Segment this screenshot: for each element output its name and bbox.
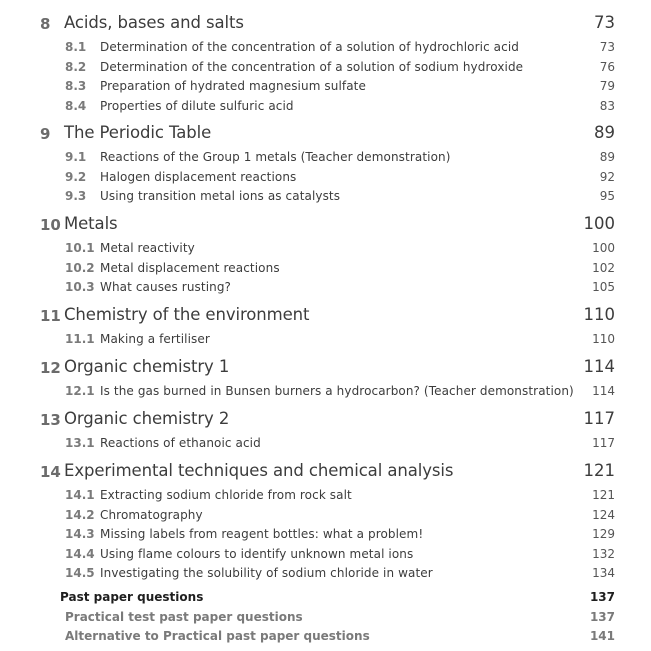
- chapter-number: 11: [40, 307, 61, 325]
- section-page-number: 105: [592, 280, 615, 294]
- chapter-row[interactable]: [0, 123, 651, 147]
- section-title: Extracting sodium chloride from rock salt: [100, 488, 352, 502]
- past-paper-item-title: Alternative to Practical past paper questions: [65, 629, 370, 643]
- section-title: Making a fertiliser: [100, 332, 210, 346]
- chapter-title: Organic chemistry 2: [64, 409, 230, 428]
- section-number: 14.4: [65, 546, 95, 561]
- section-title: What causes rusting?: [100, 280, 232, 294]
- chapter-block: [0, 461, 651, 583]
- past-paper-item-page: 141: [589, 629, 615, 643]
- chapter-block: [0, 409, 651, 453]
- section-page-number: 79: [599, 79, 615, 93]
- section-row[interactable]: [0, 147, 651, 167]
- chapter-row[interactable]: [0, 409, 651, 433]
- section-row[interactable]: [0, 544, 651, 564]
- section-title: Reactions of the Group 1 metals (Teacher demonstration): [100, 150, 451, 164]
- section-title: Preparation of hydrated magnesium sulfate: [100, 79, 366, 93]
- section-row[interactable]: [0, 167, 651, 187]
- section-row[interactable]: [0, 96, 651, 116]
- section-number: 14.3: [65, 527, 95, 541]
- section-page-number: 102: [592, 260, 615, 275]
- section-number: 8.1: [65, 40, 87, 54]
- section-number: 14.5: [65, 566, 95, 580]
- section-number: 9.2: [65, 169, 87, 184]
- section-row[interactable]: [0, 524, 651, 544]
- chapter-number: 9: [40, 125, 51, 143]
- section-number: 10.2: [65, 260, 95, 275]
- chapter-page-number: 110: [583, 305, 615, 324]
- section-number: 8.2: [65, 59, 87, 74]
- chapter-block: [0, 305, 651, 349]
- section-page-number: 124: [592, 507, 615, 522]
- chapter-title: Metals: [64, 214, 118, 233]
- section-row[interactable]: [0, 186, 651, 206]
- chapter-row[interactable]: [0, 214, 651, 238]
- chapter-page-number: 73: [594, 13, 615, 32]
- section-row[interactable]: [0, 37, 651, 57]
- section-number: 9.1: [65, 150, 87, 164]
- section-number: 10.1: [65, 241, 95, 255]
- chapter-page-number: 117: [583, 409, 615, 428]
- section-number: 10.3: [65, 280, 95, 294]
- section-page-number: 92: [599, 169, 615, 184]
- chapter-row[interactable]: [0, 13, 651, 37]
- chapter-number: 10: [40, 216, 61, 234]
- chapter-number: 14: [40, 463, 61, 481]
- section-row[interactable]: [0, 329, 651, 349]
- section-title: Determination of the concentration of a solution of sodium hydroxide: [100, 59, 524, 74]
- section-page-number: 95: [599, 189, 615, 203]
- chapter-number: 13: [40, 411, 61, 429]
- chapter-row[interactable]: [0, 461, 651, 485]
- section-title: Is the gas burned in Bunsen burners a hydrocarbon? (Teacher demonstration): [100, 384, 574, 398]
- past-paper-page: 137: [589, 590, 615, 604]
- section-number: 8.3: [65, 79, 87, 93]
- section-page-number: 100: [592, 241, 615, 255]
- section-page-number: 121: [592, 488, 615, 502]
- section-row[interactable]: [0, 238, 651, 258]
- chapter-title: Experimental techniques and chemical analysis: [64, 461, 454, 480]
- section-page-number: 89: [599, 150, 615, 164]
- past-paper-title: Past paper questions: [60, 590, 204, 604]
- section-title: Metal displacement reactions: [100, 260, 280, 275]
- section-page-number: 134: [592, 566, 615, 580]
- chapter-page-number: 89: [594, 123, 615, 142]
- past-paper-item-page: 137: [589, 609, 615, 624]
- section-title: Determination of the concentration of a solution of hydrochloric acid: [100, 40, 519, 54]
- section-number: 14.1: [65, 488, 95, 502]
- past-paper-heading-row[interactable]: [0, 587, 651, 607]
- chapter-number: 8: [40, 15, 51, 33]
- chapter-title: Organic chemistry 1: [64, 357, 230, 376]
- section-row[interactable]: [0, 433, 651, 453]
- section-row[interactable]: [0, 381, 651, 401]
- section-row[interactable]: [0, 57, 651, 77]
- section-page-number: 76: [599, 59, 615, 74]
- section-page-number: 114: [592, 384, 615, 398]
- chapter-block: [0, 214, 651, 297]
- section-row[interactable]: [0, 505, 651, 525]
- section-page-number: 117: [592, 436, 615, 450]
- section-number: 14.2: [65, 507, 95, 522]
- section-number: 11.1: [65, 332, 95, 346]
- section-row[interactable]: [0, 277, 651, 297]
- section-number: 12.1: [65, 384, 95, 398]
- past-paper-item-row[interactable]: [0, 607, 651, 627]
- chapter-row[interactable]: [0, 305, 651, 329]
- chapter-block: [0, 357, 651, 401]
- section-number: 9.3: [65, 189, 87, 203]
- section-row[interactable]: [0, 485, 651, 505]
- chapter-page-number: 100: [583, 214, 615, 233]
- past-paper-questions-block: [0, 587, 651, 646]
- section-title: Properties of dilute sulfuric acid: [100, 98, 294, 113]
- section-title: Metal reactivity: [100, 241, 195, 255]
- section-number: 8.4: [65, 98, 87, 113]
- past-paper-item-title: Practical test past paper questions: [65, 609, 303, 624]
- chapter-page-number: 114: [583, 357, 615, 376]
- chapter-page-number: 121: [583, 461, 615, 480]
- section-title: Investigating the solubility of sodium chloride in water: [100, 566, 433, 580]
- chapter-row[interactable]: [0, 357, 651, 381]
- chapter-number: 12: [40, 359, 61, 377]
- chapter-block: [0, 123, 651, 206]
- section-title: Halogen displacement reactions: [100, 169, 297, 184]
- section-title: Using flame colours to identify unknown metal ions: [100, 546, 414, 561]
- section-page-number: 73: [599, 40, 615, 54]
- section-row[interactable]: [0, 76, 651, 96]
- section-page-number: 110: [592, 332, 615, 346]
- section-page-number: 132: [592, 546, 615, 561]
- section-number: 13.1: [65, 436, 95, 450]
- section-page-number: 129: [592, 527, 615, 541]
- section-title: Chromatography: [100, 507, 203, 522]
- section-title: Missing labels from reagent bottles: what a problem!: [100, 527, 424, 541]
- section-row[interactable]: [0, 563, 651, 583]
- section-title: Using transition metal ions as catalysts: [100, 189, 341, 203]
- section-title: Reactions of ethanoic acid: [100, 436, 261, 450]
- chapter-title: The Periodic Table: [64, 123, 212, 142]
- chapter-title: Chemistry of the environment: [64, 305, 310, 324]
- chapter-title: Acids, bases and salts: [64, 13, 244, 32]
- section-row[interactable]: [0, 258, 651, 278]
- past-paper-item-row[interactable]: [0, 626, 651, 646]
- section-page-number: 83: [599, 98, 615, 113]
- chapter-block: [0, 13, 651, 115]
